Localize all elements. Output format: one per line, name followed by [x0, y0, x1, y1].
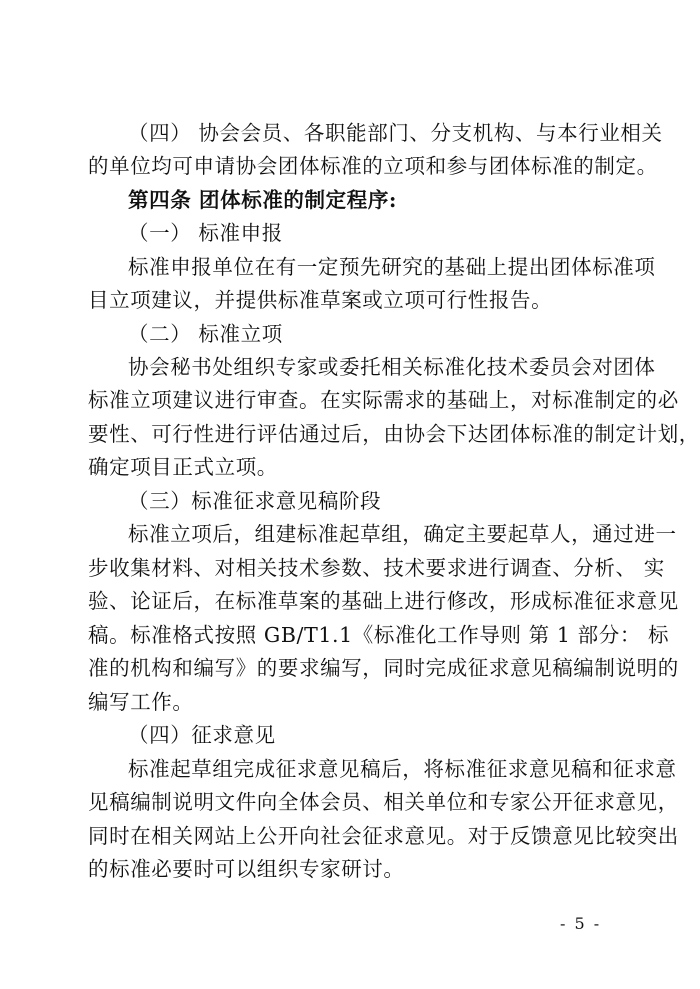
paragraph-line: 标准立项后，组建标准起草组，确定主要起草人，通过进一	[128, 522, 677, 546]
section-heading: （四）征求意见	[128, 723, 276, 747]
paragraph-line: 见稿编制说明文件向全体会员、相关单位和专家公开征求意见，	[88, 790, 679, 814]
article-heading: 第四条 团体标准的制定程序:	[128, 188, 398, 212]
paragraph-line: 的标准必要时可以组织专家研讨。	[88, 857, 405, 881]
paragraph-line: 稿。标准格式按照 GB/T1.1《标准化工作导则 第 1 部分： 标	[88, 623, 670, 647]
section-heading: （一） 标准申报	[128, 221, 283, 245]
paragraph-line: 验、论证后，在标准草案的基础上进行修改，形成标准征求意见	[88, 589, 679, 613]
paragraph-line: 目立项建议，并提供标准草案或立项可行性报告。	[88, 288, 553, 312]
paragraph-line: （四） 协会会员、各职能部门、分支机构、与本行业相关	[128, 121, 663, 145]
paragraph-line: 标准立项建议进行审查。在实际需求的基础上，对标准制定的必	[88, 388, 679, 412]
paragraph-line: 编写工作。	[88, 690, 194, 714]
paragraph-line: 标准起草组完成征求意见稿后，将标准征求意见稿和征求意	[128, 757, 677, 781]
paragraph-line: 要性、可行性进行评估通过后，由协会下达团体标准的制定计划，	[88, 422, 700, 446]
section-heading: （三）标准征求意见稿阶段	[128, 489, 382, 513]
paragraph-line: 标准申报单位在有一定预先研究的基础上提出团体标准项	[128, 255, 656, 279]
paragraph-line: 确定项目正式立项。	[88, 455, 278, 479]
page-number: - 5 -	[560, 914, 602, 933]
paragraph-line: 协会秘书处组织专家或委托相关标准化技术委员会对团体	[128, 355, 656, 379]
paragraph-line: 同时在相关网站上公开向社会征求意见。对于反馈意见比较突出	[88, 824, 679, 848]
paragraph-line: 的单位均可申请协会团体标准的立项和参与团体标准的制定。	[88, 154, 658, 178]
section-heading: （二） 标准立项	[128, 322, 283, 346]
paragraph-line: 准的机构和编写》的要求编写，同时完成征求意见稿编制说明的	[88, 656, 679, 680]
paragraph-line: 步收集材料、对相关技术参数、技术要求进行调查、分析、 实	[88, 556, 665, 580]
